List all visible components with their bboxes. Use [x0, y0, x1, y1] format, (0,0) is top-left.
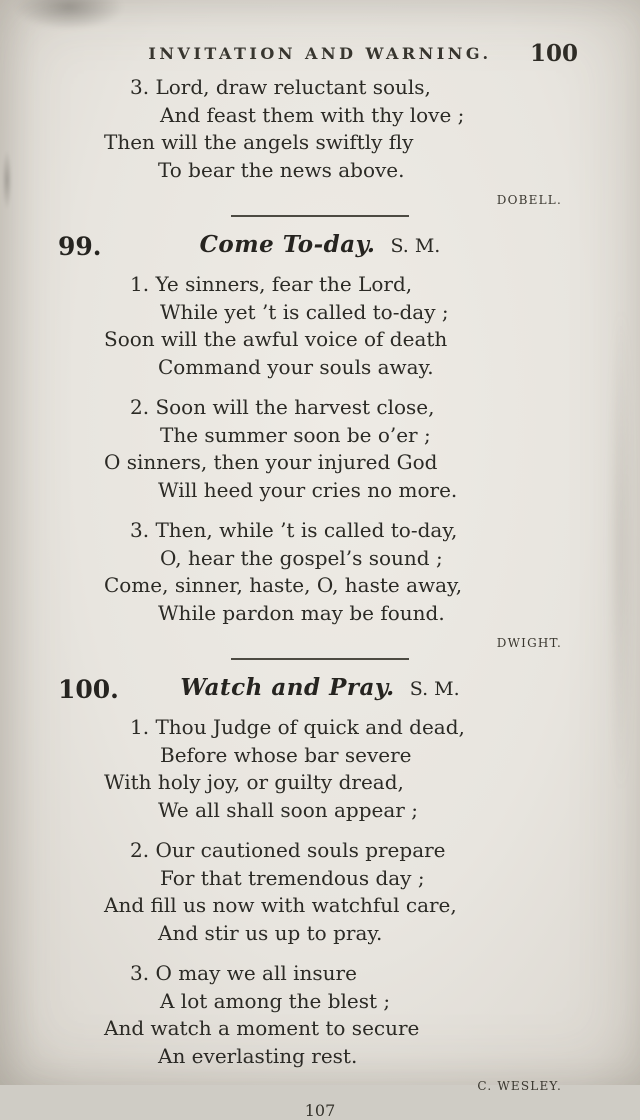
verse — [104, 394, 536, 504]
verse-line: 3. Then, while ’t is called to-day, — [130, 518, 458, 542]
verse-line: Then will the angels swiftly fly — [104, 130, 414, 154]
verse — [104, 714, 536, 824]
verse — [104, 837, 536, 947]
verse-line: And watch a moment to secure — [104, 1016, 420, 1040]
page-header — [0, 40, 640, 74]
verse-line: Will heed your cries no more. — [158, 477, 458, 502]
hymn-header — [0, 674, 640, 708]
verse-line: While yet ’t is called to-day ; — [160, 299, 449, 324]
author-attribution: DOBELL. — [496, 193, 562, 207]
verse-line: Before whose bar severe — [160, 742, 412, 767]
paper-smudge-top-left — [14, 0, 124, 30]
hymn-header — [0, 231, 640, 265]
verse — [104, 517, 536, 627]
section-divider — [231, 215, 409, 217]
verse-line: 1. Thou Judge of quick and dead, — [130, 715, 465, 739]
author-attribution: C. WESLEY. — [477, 1079, 562, 1093]
verse-line: The summer soon be o’er ; — [160, 422, 431, 447]
verse — [104, 74, 536, 184]
page-number-bottom: 107 — [304, 1101, 336, 1120]
verse-line: 3. O may we all insure — [130, 961, 357, 985]
verse-line: For that tremendous day ; — [160, 865, 425, 890]
verse-line: And feast them with thy love ; — [160, 102, 465, 127]
verse-line: With holy joy, or guilty dread, — [104, 770, 404, 794]
section-divider — [231, 658, 409, 660]
verse-line: O sinners, then your injured God — [104, 450, 438, 474]
author-attribution: DWIGHT. — [496, 636, 562, 650]
verse-line: While pardon may be found. — [158, 600, 445, 625]
verse-line: Command your souls away. — [158, 354, 434, 379]
verse-line: 3. Lord, draw reluctant souls, — [130, 75, 431, 99]
verse-line: 2. Our cautioned souls prepare — [130, 838, 446, 862]
verse-line: Soon will the awful voice of death — [104, 327, 448, 351]
verse-line: And fill us now with watchful care, — [104, 893, 457, 917]
verse-line: Come, sinner, haste, O, haste away, — [104, 573, 463, 597]
hymn-title: Come To-day. — [199, 231, 376, 258]
hymn-100 — [0, 674, 640, 1093]
page-number-top: 100 — [529, 40, 578, 67]
verse-line: To bear the news above. — [158, 157, 405, 182]
verse — [104, 960, 536, 1070]
verse-line: A lot among the blest ; — [160, 988, 391, 1013]
verse — [104, 271, 536, 381]
hymn-number: 99. — [58, 232, 102, 261]
verse-line: And stir us up to pray. — [158, 920, 383, 945]
hymn-number: 100. — [58, 675, 119, 704]
hymn-continuation — [0, 74, 640, 207]
running-title: INVITATION AND WARNING. — [148, 44, 492, 63]
verse-line: We all shall soon appear ; — [158, 797, 418, 822]
hymn-99 — [0, 231, 640, 650]
hymn-meter: S. M. — [409, 678, 460, 700]
verse-line: O, hear the gospel’s sound ; — [160, 545, 443, 570]
verse-line: 1. Ye sinners, fear the Lord, — [130, 272, 413, 296]
hymn-title: Watch and Pray. — [180, 674, 395, 701]
verse-line: An everlasting rest. — [158, 1043, 358, 1068]
page-footer — [0, 1101, 640, 1120]
hymn-meter: S. M. — [390, 235, 441, 257]
verse-line: 2. Soon will the harvest close, — [130, 395, 435, 419]
